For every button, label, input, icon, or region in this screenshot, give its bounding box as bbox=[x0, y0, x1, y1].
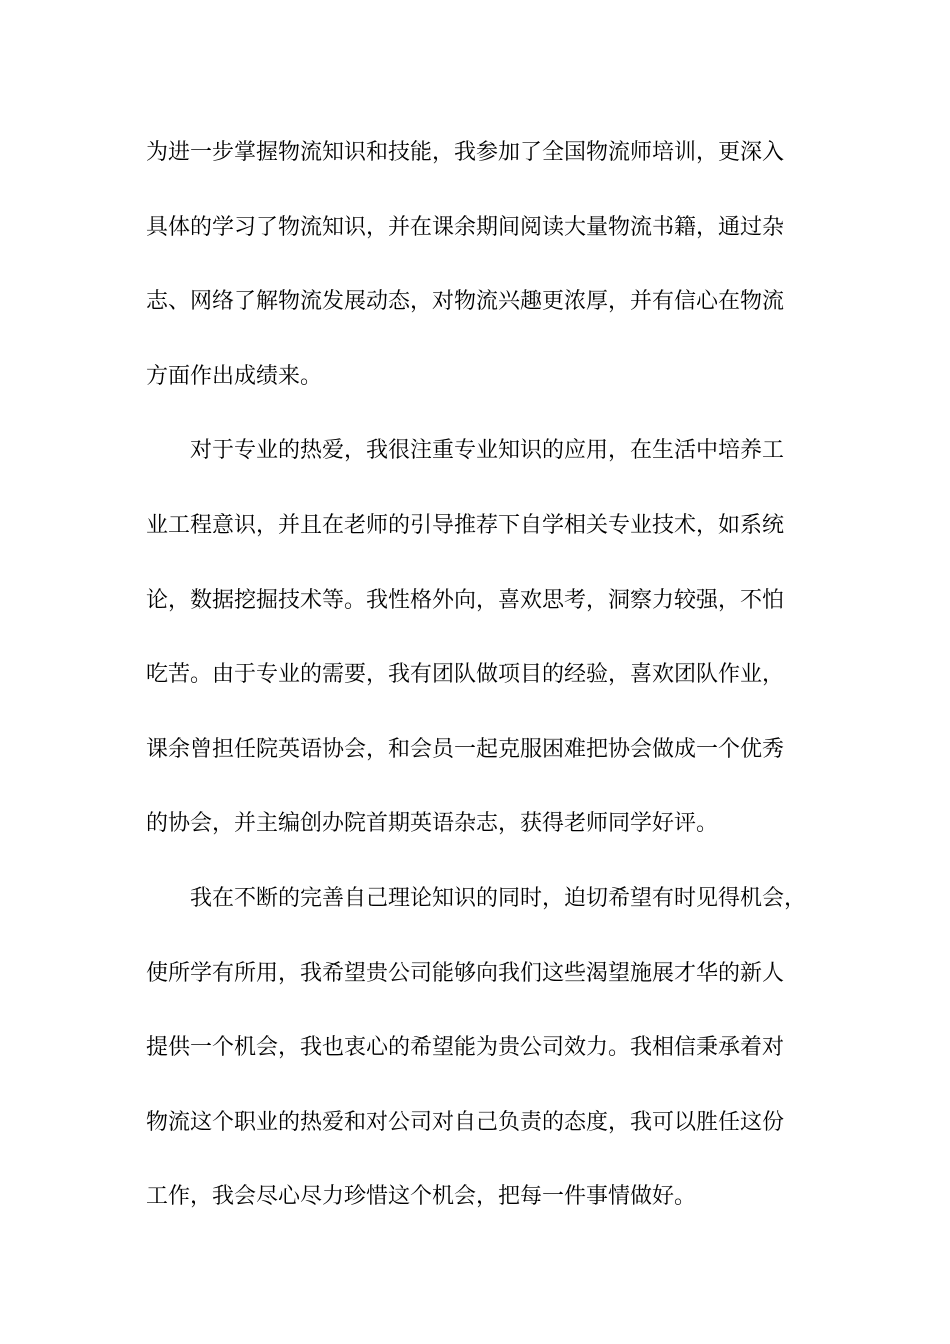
paragraph-line: 对于专业的热爱，我很注重专业知识的应用，在生活中培养工 bbox=[190, 438, 785, 464]
paragraph-line: 我在不断的完善自己理论知识的同时，迫切希望有时见得机会， bbox=[190, 885, 807, 911]
document-body bbox=[146, 131, 846, 1250]
paragraph-line: 业工程意识，并且在老师的引导推荐下自学相关专业技术，如系统 bbox=[146, 512, 785, 538]
paragraph-line: 为进一步掌握物流知识和技能，我参加了全国物流师培训，更深入 bbox=[146, 140, 785, 165]
paragraph-line: 工作，我会尽心尽力珍惜这个机会，把每一件事情做好。 bbox=[146, 1184, 697, 1210]
paragraph-1 bbox=[146, 131, 846, 429]
paragraph-3 bbox=[146, 877, 846, 1250]
paragraph-2 bbox=[146, 429, 846, 877]
paragraph-line: 物流这个职业的热爱和对公司对自己负责的态度，我可以胜任这份 bbox=[146, 1109, 785, 1135]
paragraph-line: 提供一个机会，我也衷心的希望能为贵公司效力。我相信秉承着对 bbox=[146, 1035, 785, 1061]
paragraph-line: 课余曾担任院英语协会，和会员一起克服困难把协会做成一个优秀 bbox=[146, 736, 785, 762]
paragraph-line: 方面作出成绩来。 bbox=[146, 363, 323, 389]
paragraph-line: 吃苦。由于专业的需要，我有团队做项目的经验，喜欢团队作业， bbox=[146, 662, 785, 688]
paragraph-line: 使所学有所用，我希望贵公司能够向我们这些渴望施展才华的新人 bbox=[146, 960, 785, 986]
paragraph-line: 论，数据挖掘技术等。我性格外向，喜欢思考，洞察力较强，不怕 bbox=[146, 587, 785, 613]
paragraph-line: 具体的学习了物流知识，并在课余期间阅读大量物流书籍，通过杂 bbox=[146, 214, 785, 240]
paragraph-line: 志、网络了解物流发展动态，对物流兴趣更浓厚，并有信心在物流 bbox=[146, 289, 785, 315]
paragraph-line: 的协会，并主编创办院首期英语杂志，获得老师同学好评。 bbox=[146, 811, 719, 837]
